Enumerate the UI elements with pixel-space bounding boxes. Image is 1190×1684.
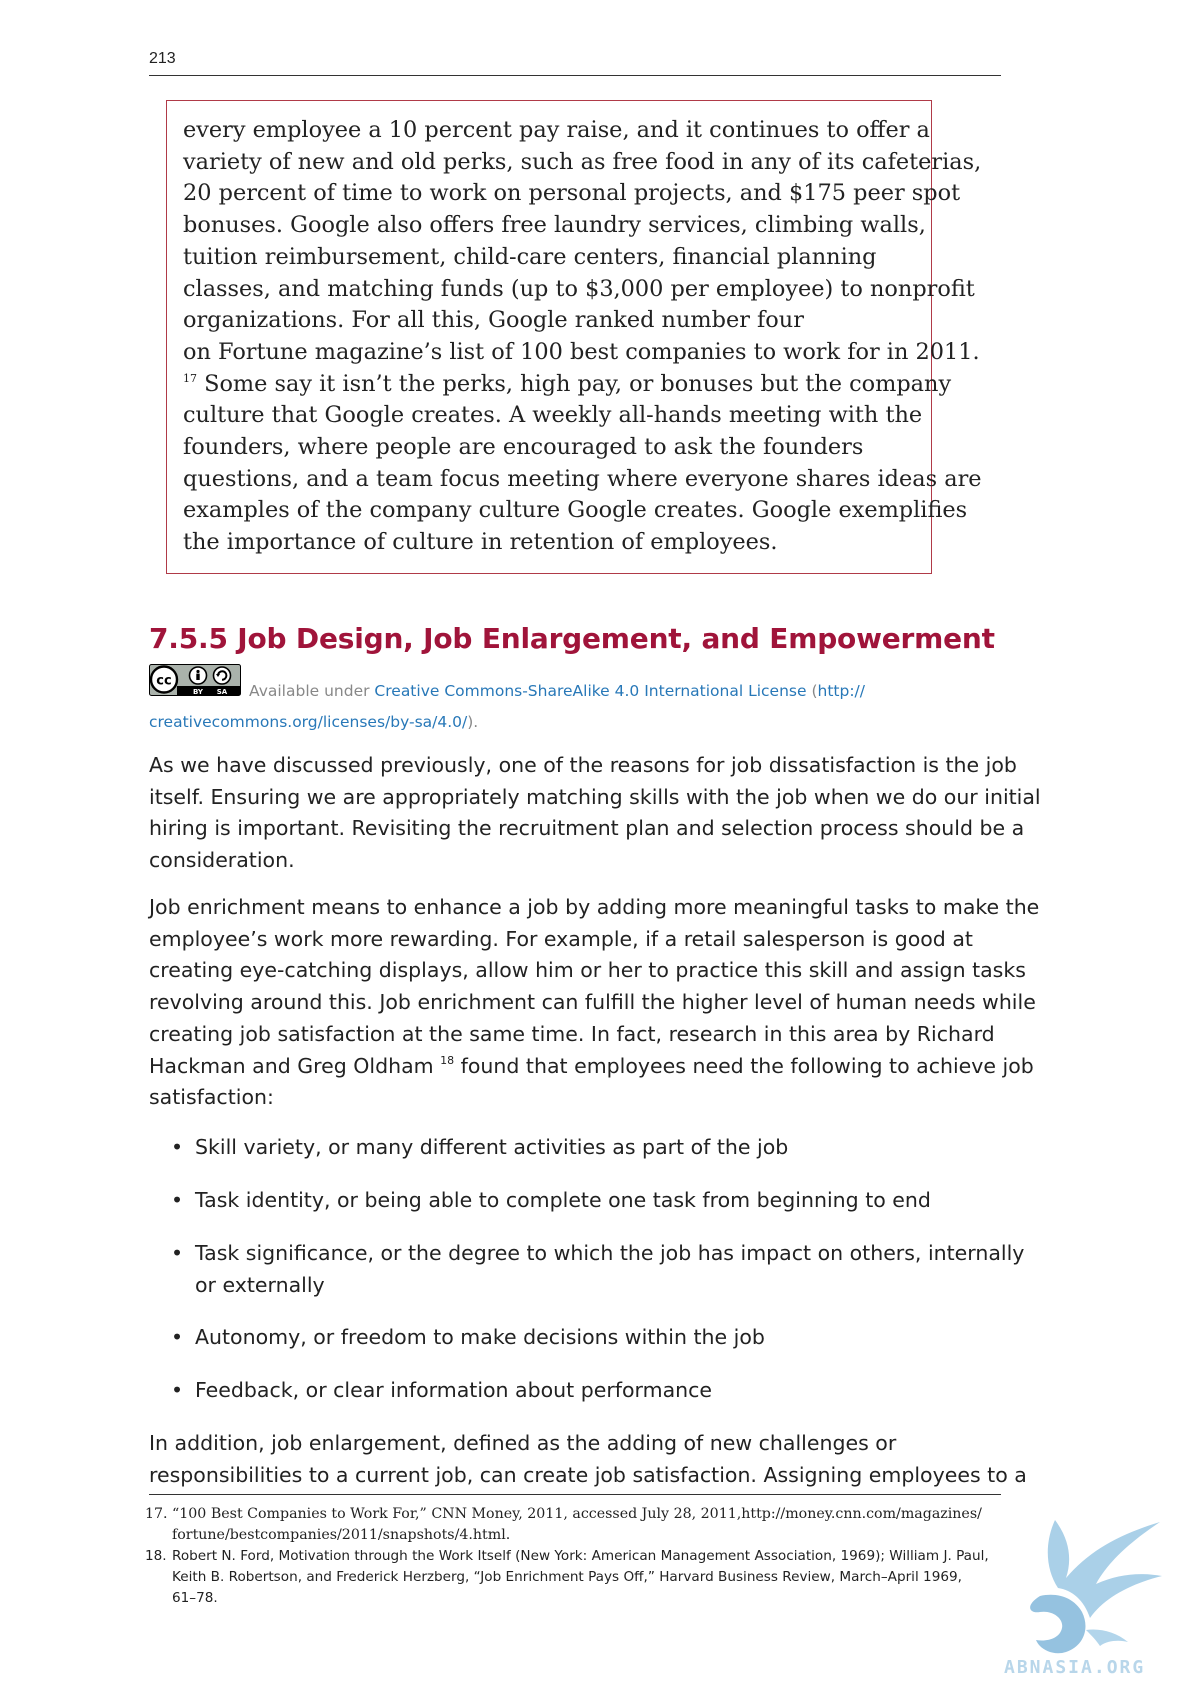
license-url-part2[interactable]: creativecommons.org/licenses/by-sa/4.0/ [149, 713, 468, 731]
list-item-text: Task significance, or the degree to which the job has impact on others, internally [195, 1241, 1025, 1265]
callout-line: bonuses. Google also offers free laundry services, climbing walls, [183, 212, 926, 239]
footnote-18 [145, 1546, 1009, 1609]
watermark-text: ABNASIA.ORG [1004, 1657, 1146, 1678]
paragraph-line-text: found that employees need the following to achieve job [454, 1053, 1034, 1078]
footnote-rule [149, 1494, 1001, 1495]
callout-line: founders, where people are encouraged to ask the founders [183, 434, 864, 461]
footnote-ref-18[interactable]: 18 [440, 1053, 455, 1067]
footnote-number: 18. [145, 1548, 167, 1564]
callout-line: classes, and matching funds (up to $3,000 per employee) to nonprofit [183, 275, 975, 302]
footnote-line: Keith B. Robertson, and Frederick Herzberg, “Job Enrichment Pays Off,” Harvard Business Review, March–April 1969, [172, 1569, 962, 1585]
bullet-marker: • [171, 1378, 184, 1402]
callout-line: the importance of culture in retention of employees. [183, 529, 778, 556]
callout-line-with-ref [183, 369, 952, 401]
list-item-text: Task identity, or being able to complete one task from beginning to end [195, 1188, 931, 1212]
paragraph-line-text: Hackman and Greg Oldham [149, 1053, 441, 1078]
callout-line: 20 percent of time to work on personal projects, and $175 peer spot [183, 180, 961, 207]
paragraph-line: creating eye-catching displays, allow him or her to practice this skill and assign tasks [149, 958, 1026, 983]
footnotes [145, 1504, 1009, 1609]
callout-line: organizations. For all this, Google ranked number four [183, 307, 804, 334]
paragraph-line: hiring is important. Revisiting the recruitment plan and selection process should be a [149, 816, 1025, 841]
paragraph-line: revolving around this. Job enrichment can fulfill the higher level of human needs while [149, 990, 1036, 1015]
paragraph-line: As we have discussed previously, one of the reasons for job dissatisfaction is the job [149, 753, 1017, 777]
cc-sa-label: SA [216, 688, 228, 696]
paragraph-line: satisfaction: [149, 1085, 274, 1110]
callout-line: on Fortune magazine’s list of 100 best companies to work for in 2011. [183, 338, 980, 365]
footnote-17 [145, 1504, 1009, 1546]
callout-line: questions, and a team focus meeting where everyone shares ideas are [183, 465, 982, 492]
callout-line-text: Some say it isn’t the perks, high pay, or bonuses but the company [197, 370, 952, 397]
paragraph-line-with-ref [149, 1051, 1034, 1083]
paragraph-job-enrichment [149, 892, 1040, 1114]
license-notice [149, 673, 999, 738]
paragraph-line: consideration. [149, 848, 295, 873]
footnote-line: Robert N. Ford, Motivation through the Work Itself (New York: American Management Association, 1969); William J. Paul, [172, 1548, 989, 1564]
bullet-marker: • [171, 1325, 184, 1349]
callout-line: variety of new and old perks, such as free food in any of its cafeterias, [183, 148, 982, 175]
cc-by-label: BY [192, 688, 204, 696]
header-rule [149, 75, 1001, 76]
callout-line: examples of the company culture Google creates. Google exemplifies [183, 497, 968, 524]
footnote-line: “100 Best Companies to Work For,” CNN Money, 2011, accessed July 28, 2011,http://money.cnn.com/magazines/ [172, 1506, 982, 1522]
bullet-marker: • [171, 1135, 184, 1159]
license-paren-open: ( [806, 682, 818, 700]
list-item-text: or externally [195, 1272, 325, 1297]
footnote-line: 61–78. [172, 1590, 218, 1606]
griffin-logo-icon [1000, 1500, 1175, 1670]
paragraph-line: Job enrichment means to enhance a job by adding more meaningful tasks to make the [149, 895, 1040, 919]
paragraph-job-enlargement [149, 1428, 1027, 1491]
footnote-ref-17[interactable]: 17 [183, 371, 197, 385]
bullet-marker: • [171, 1188, 184, 1212]
paragraph-line: itself. Ensuring we are appropriately matching skills with the job when we do our initial [149, 784, 1041, 809]
paragraph-line: creating job satisfaction at the same time. In fact, research in this area by Richard [149, 1021, 995, 1046]
license-link[interactable]: Creative Commons-ShareAlike 4.0 International License [374, 682, 807, 700]
page-number: 213 [149, 50, 176, 67]
bullet-marker: • [171, 1241, 184, 1265]
footnote-number: 17. [145, 1506, 168, 1522]
list-item-text: Skill variety, or many different activities as part of the job [195, 1135, 789, 1159]
callout-line: every employee a 10 percent pay raise, and it continues to offer a [183, 117, 930, 143]
license-paren-close: ). [467, 713, 479, 731]
list-item-text: Feedback, or clear information about performance [195, 1378, 713, 1402]
paragraph-job-dissatisfaction [149, 750, 1041, 877]
license-prefix: Available under [249, 682, 375, 700]
case-study-callout [166, 100, 982, 574]
list-item-text: Autonomy, or freedom to make decisions within the job [195, 1325, 765, 1349]
license-url-part1[interactable]: http:// [817, 682, 865, 700]
paragraph-line: In addition, job enlargement, defined as the adding of new challenges or [149, 1431, 897, 1455]
callout-line: culture that Google creates. A weekly all-hands meeting with the [183, 402, 923, 429]
callout-line: tuition reimbursement, child-care centers, financial planning [183, 243, 877, 270]
paragraph-line: employee’s work more rewarding. For example, if a retail salesperson is good at [149, 926, 973, 951]
footnote-line: fortune/bestcompanies/2011/snapshots/4.html. [172, 1527, 511, 1543]
section-heading: 7.5.5 Job Design, Job Enlargement, and Empowerment [149, 622, 995, 655]
svg-text:cc: cc [156, 673, 172, 689]
paragraph-line: responsibilities to a current job, can create job satisfaction. Assigning employees to a [149, 1462, 1027, 1487]
